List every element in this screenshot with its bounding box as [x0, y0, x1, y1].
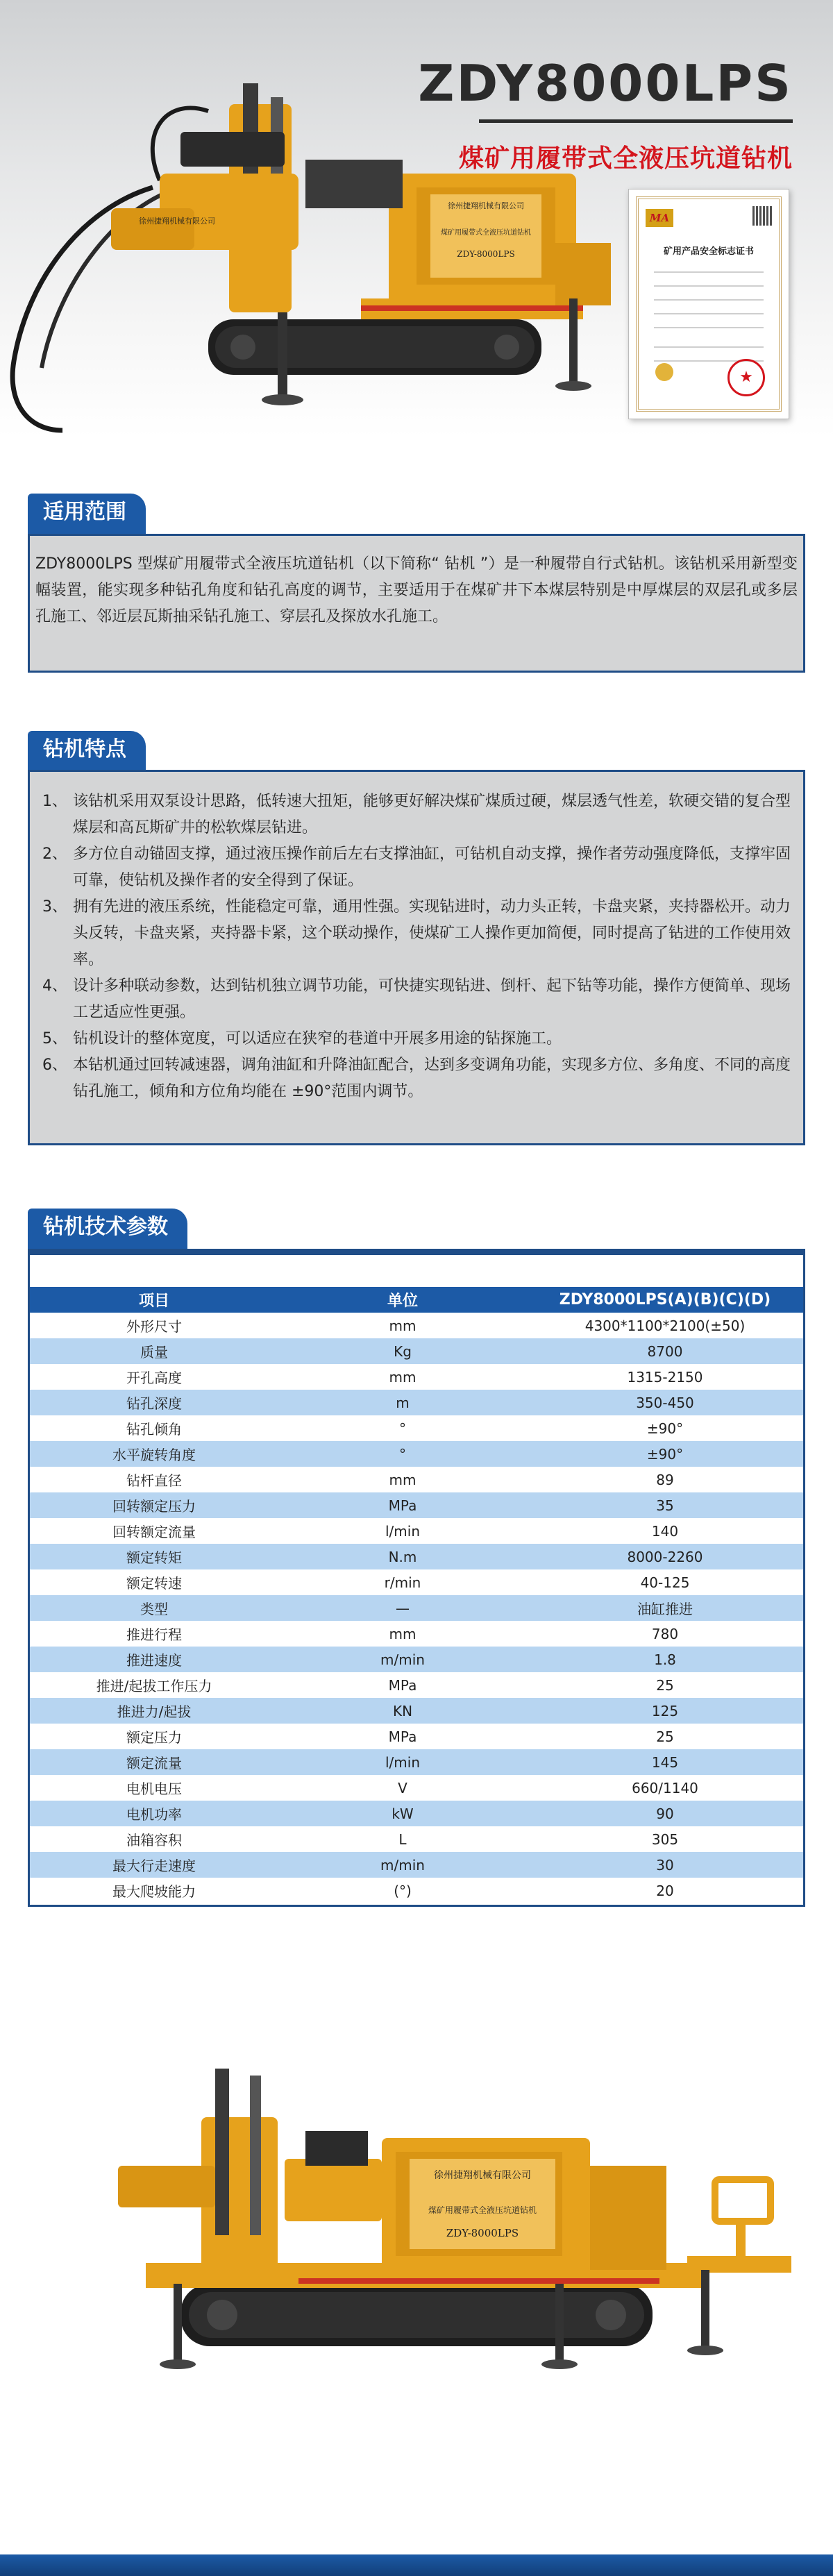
spec-item-cell: 推进行程: [30, 1621, 278, 1647]
side-plate-line2: 煤矿用履带式全液压坑道钻机: [428, 2205, 537, 2215]
spec-value-cell: 305: [527, 1826, 803, 1852]
drill-rig-image: [0, 69, 625, 437]
side-plate-line1: 徐州捷翔机械有限公司: [434, 2170, 531, 2181]
spec-unit-cell: (°): [278, 1878, 527, 1903]
table-row: [30, 1647, 803, 1672]
spec-item-cell: 类型: [30, 1595, 278, 1621]
product-subtitle: 煤矿用履带式全液压坑道钻机: [458, 144, 793, 173]
spec-value-cell: 89: [527, 1467, 803, 1492]
spec-unit-cell: mm: [278, 1364, 527, 1390]
table-row: [30, 1826, 803, 1852]
table-row: [30, 1518, 803, 1544]
feature-item: [42, 841, 791, 894]
spec-item-cell: 电机功率: [30, 1801, 278, 1826]
product-model-title: ZDY8000LPS: [418, 54, 793, 112]
section-title-scope: 适用范围: [28, 494, 146, 531]
scope-panel: [28, 534, 805, 673]
spec-item-cell: 额定转速: [30, 1569, 278, 1595]
spec-value-cell: 8700: [527, 1338, 803, 1364]
spec-unit-cell: KN: [278, 1698, 527, 1724]
spec-unit-cell: mm: [278, 1313, 527, 1338]
spec-unit-cell: N.m: [278, 1544, 527, 1569]
table-row: [30, 1467, 803, 1492]
red-seal-icon: ★: [727, 359, 765, 396]
spec-value-cell: 1315-2150: [527, 1364, 803, 1390]
spec-unit-cell: m/min: [278, 1647, 527, 1672]
spec-header-model: ZDY8000LPS(A)(B)(C)(D): [527, 1287, 803, 1313]
spec-unit-cell: Kg: [278, 1338, 527, 1364]
table-row: [30, 1852, 803, 1878]
spec-item-cell: 额定流量: [30, 1749, 278, 1775]
feature-item: [42, 973, 791, 1026]
spec-unit-cell: mm: [278, 1467, 527, 1492]
spec-item-cell: 钻杆直径: [30, 1467, 278, 1492]
table-row: [30, 1724, 803, 1749]
table-row: [30, 1749, 803, 1775]
spec-item-cell: 外形尺寸: [30, 1313, 278, 1338]
section-title-features: 钻机特点: [28, 731, 146, 768]
spec-item-cell: 额定压力: [30, 1724, 278, 1749]
spec-item-cell: 推进速度: [30, 1647, 278, 1672]
spec-value-cell: 145: [527, 1749, 803, 1775]
spec-item-cell: 最大行走速度: [30, 1852, 278, 1878]
feature-list: [30, 772, 803, 1105]
spec-item-cell: 回转额定流量: [30, 1518, 278, 1544]
spec-item-cell: 钻孔深度: [30, 1390, 278, 1415]
spec-unit-cell: MPa: [278, 1492, 527, 1518]
footer-band: [0, 2554, 833, 2576]
spec-item-cell: 水平旋转角度: [30, 1441, 278, 1467]
spec-unit-cell: m: [278, 1390, 527, 1415]
spec-unit-cell: kW: [278, 1801, 527, 1826]
spec-item-cell: 质量: [30, 1338, 278, 1364]
feature-number: 3、: [42, 898, 67, 916]
qr-code-icon: [752, 206, 772, 226]
table-row: [30, 1415, 803, 1441]
spec-item-cell: 开孔高度: [30, 1364, 278, 1390]
feature-number: 6、: [42, 1057, 67, 1074]
drill-rig-side-image: [104, 2055, 805, 2388]
table-row: [30, 1364, 803, 1390]
feature-text: 钻机设计的整体宽度，可以适应在狭窄的巷道中开展多用途的钻探施工。: [73, 1030, 562, 1047]
spec-value-cell: 20: [527, 1878, 803, 1903]
spec-unit-cell: MPa: [278, 1672, 527, 1698]
spec-value-cell: 25: [527, 1724, 803, 1749]
table-row: [30, 1544, 803, 1569]
spec-unit-cell: r/min: [278, 1569, 527, 1595]
table-row: [30, 1801, 803, 1826]
spec-value-cell: 30: [527, 1852, 803, 1878]
machine-plate-line2: 煤矿用履带式全液压坑道钻机: [441, 229, 531, 237]
feature-item: [42, 894, 791, 973]
feature-number: 4、: [42, 977, 67, 995]
spec-value-cell: 90: [527, 1801, 803, 1826]
feature-text: 设计多种联动参数，达到钻机独立调节功能，可快捷实现钻进、倒杆、起下钻等功能，操作方便简单、现场工艺适应性更强。: [73, 977, 791, 1021]
spec-unit-cell: m/min: [278, 1852, 527, 1878]
side-plate-line3: ZDY-8000LPS: [446, 2227, 519, 2239]
machine-plate-line1: 徐州捷翔机械有限公司: [448, 201, 524, 210]
certificate-title: 矿用产品安全标志证书: [663, 246, 754, 257]
spec-item-cell: 最大爬坡能力: [30, 1878, 278, 1903]
spec-value-cell: ±90°: [527, 1441, 803, 1467]
safety-certificate-image: [628, 189, 789, 419]
spec-value-cell: 350-450: [527, 1390, 803, 1415]
spec-item-cell: 油箱容积: [30, 1826, 278, 1852]
spec-unit-cell: V: [278, 1775, 527, 1801]
spec-table: [30, 1287, 803, 1903]
spec-item-cell: 额定转矩: [30, 1544, 278, 1569]
table-row: [30, 1390, 803, 1415]
machine-side-label: 徐州捷翔机械有限公司: [139, 217, 215, 226]
feature-number: 1、: [42, 793, 67, 810]
table-row: [30, 1775, 803, 1801]
feature-text: 拥有先进的液压系统，性能稳定可靠，通用性强。实现钻进时，动力头正转，卡盘夹紧，夹持器松开。动力头反转，卡盘夹紧，夹持器卡紧，这个联动操作，使煤矿工人操作更加简便，同时提高了钻进的工作使用效率。: [73, 898, 791, 968]
spec-unit-cell: l/min: [278, 1749, 527, 1775]
spec-value-cell: 140: [527, 1518, 803, 1544]
feature-item: [42, 789, 791, 841]
spec-header-item: 项目: [30, 1287, 278, 1313]
hero-banner: [0, 0, 833, 437]
spec-item-cell: 推进/起拔工作压力: [30, 1672, 278, 1698]
spec-value-cell: 40-125: [527, 1569, 803, 1595]
table-row: [30, 1878, 803, 1903]
table-row: [30, 1492, 803, 1518]
spec-value-cell: 4300*1100*2100(±50): [527, 1313, 803, 1338]
feature-item: [42, 1026, 791, 1052]
spec-unit-cell: L: [278, 1826, 527, 1852]
spec-unit-cell: —: [278, 1595, 527, 1621]
spec-item-cell: 电机电压: [30, 1775, 278, 1801]
spec-value-cell: 35: [527, 1492, 803, 1518]
spec-unit-cell: °: [278, 1441, 527, 1467]
spec-item-cell: 钻孔倾角: [30, 1415, 278, 1441]
spec-header-unit: 单位: [278, 1287, 527, 1313]
spec-unit-cell: °: [278, 1415, 527, 1441]
feature-text: 该钻机采用双泵设计思路，低转速大扭矩，能够更好解决煤矿煤质过硬，煤层透气性差，软硬交错的复合型煤层和高瓦斯矿井的松软煤层钻进。: [73, 793, 791, 836]
spec-table-header-row: [30, 1287, 803, 1313]
table-row: [30, 1595, 803, 1621]
table-row: [30, 1569, 803, 1595]
machine-plate-line3: ZDY-8000LPS: [457, 249, 515, 259]
certificate-emblem-icon: [655, 363, 673, 381]
features-panel: [28, 770, 805, 1145]
feature-item: [42, 1052, 791, 1105]
feature-text: 本钻机通过回转减速器，调角油缸和升降油缸配合，达到多变调角功能，实现多方位、多角度、不同的高度钻孔施工，倾角和方位角均能在 ±90°范围内调节。: [73, 1057, 791, 1100]
title-divider: [479, 119, 793, 123]
spec-value-cell: 125: [527, 1698, 803, 1724]
spec-item-cell: 回转额定压力: [30, 1492, 278, 1518]
spec-value-cell: 1.8: [527, 1647, 803, 1672]
table-row: [30, 1313, 803, 1338]
table-row: [30, 1698, 803, 1724]
table-row: [30, 1338, 803, 1364]
spec-unit-cell: l/min: [278, 1518, 527, 1544]
feature-number: 2、: [42, 845, 67, 863]
feature-text: 多方位自动锚固支撑，通过液压操作前后左右支撑油缸，可钻机自动支撑，操作者劳动强度降低，支撑牢固可靠，使钻机及操作者的安全得到了保证。: [73, 845, 791, 889]
ma-mark-logo: MA: [646, 209, 673, 227]
scope-description: ZDY8000LPS 型煤矿用履带式全液压坑道钻机（以下简称“ 钻机 ”）是一种履带自行式钻机。该钻机采用新型变幅装置，能实现多种钻孔角度和钻孔高度的调节，主要适用于在煤矿井下本煤层特别是中厚煤层的双层孔或多层孔施工、邻近层瓦斯抽采钻孔施工、穿层孔及探放水孔施工。: [35, 555, 798, 625]
spec-table-panel: [28, 1249, 805, 1907]
table-row: [30, 1441, 803, 1467]
spec-value-cell: 8000-2260: [527, 1544, 803, 1569]
spec-item-cell: 推进力/起拔: [30, 1698, 278, 1724]
spec-unit-cell: MPa: [278, 1724, 527, 1749]
spec-value-cell: 25: [527, 1672, 803, 1698]
spec-unit-cell: mm: [278, 1621, 527, 1647]
section-title-specs: 钻机技术参数: [28, 1209, 187, 1246]
spec-value-cell: 660/1140: [527, 1775, 803, 1801]
feature-number: 5、: [42, 1030, 67, 1047]
table-row: [30, 1621, 803, 1647]
spec-value-cell: 油缸推进: [527, 1595, 803, 1621]
spec-value-cell: 780: [527, 1621, 803, 1647]
spec-value-cell: ±90°: [527, 1415, 803, 1441]
table-row: [30, 1672, 803, 1698]
